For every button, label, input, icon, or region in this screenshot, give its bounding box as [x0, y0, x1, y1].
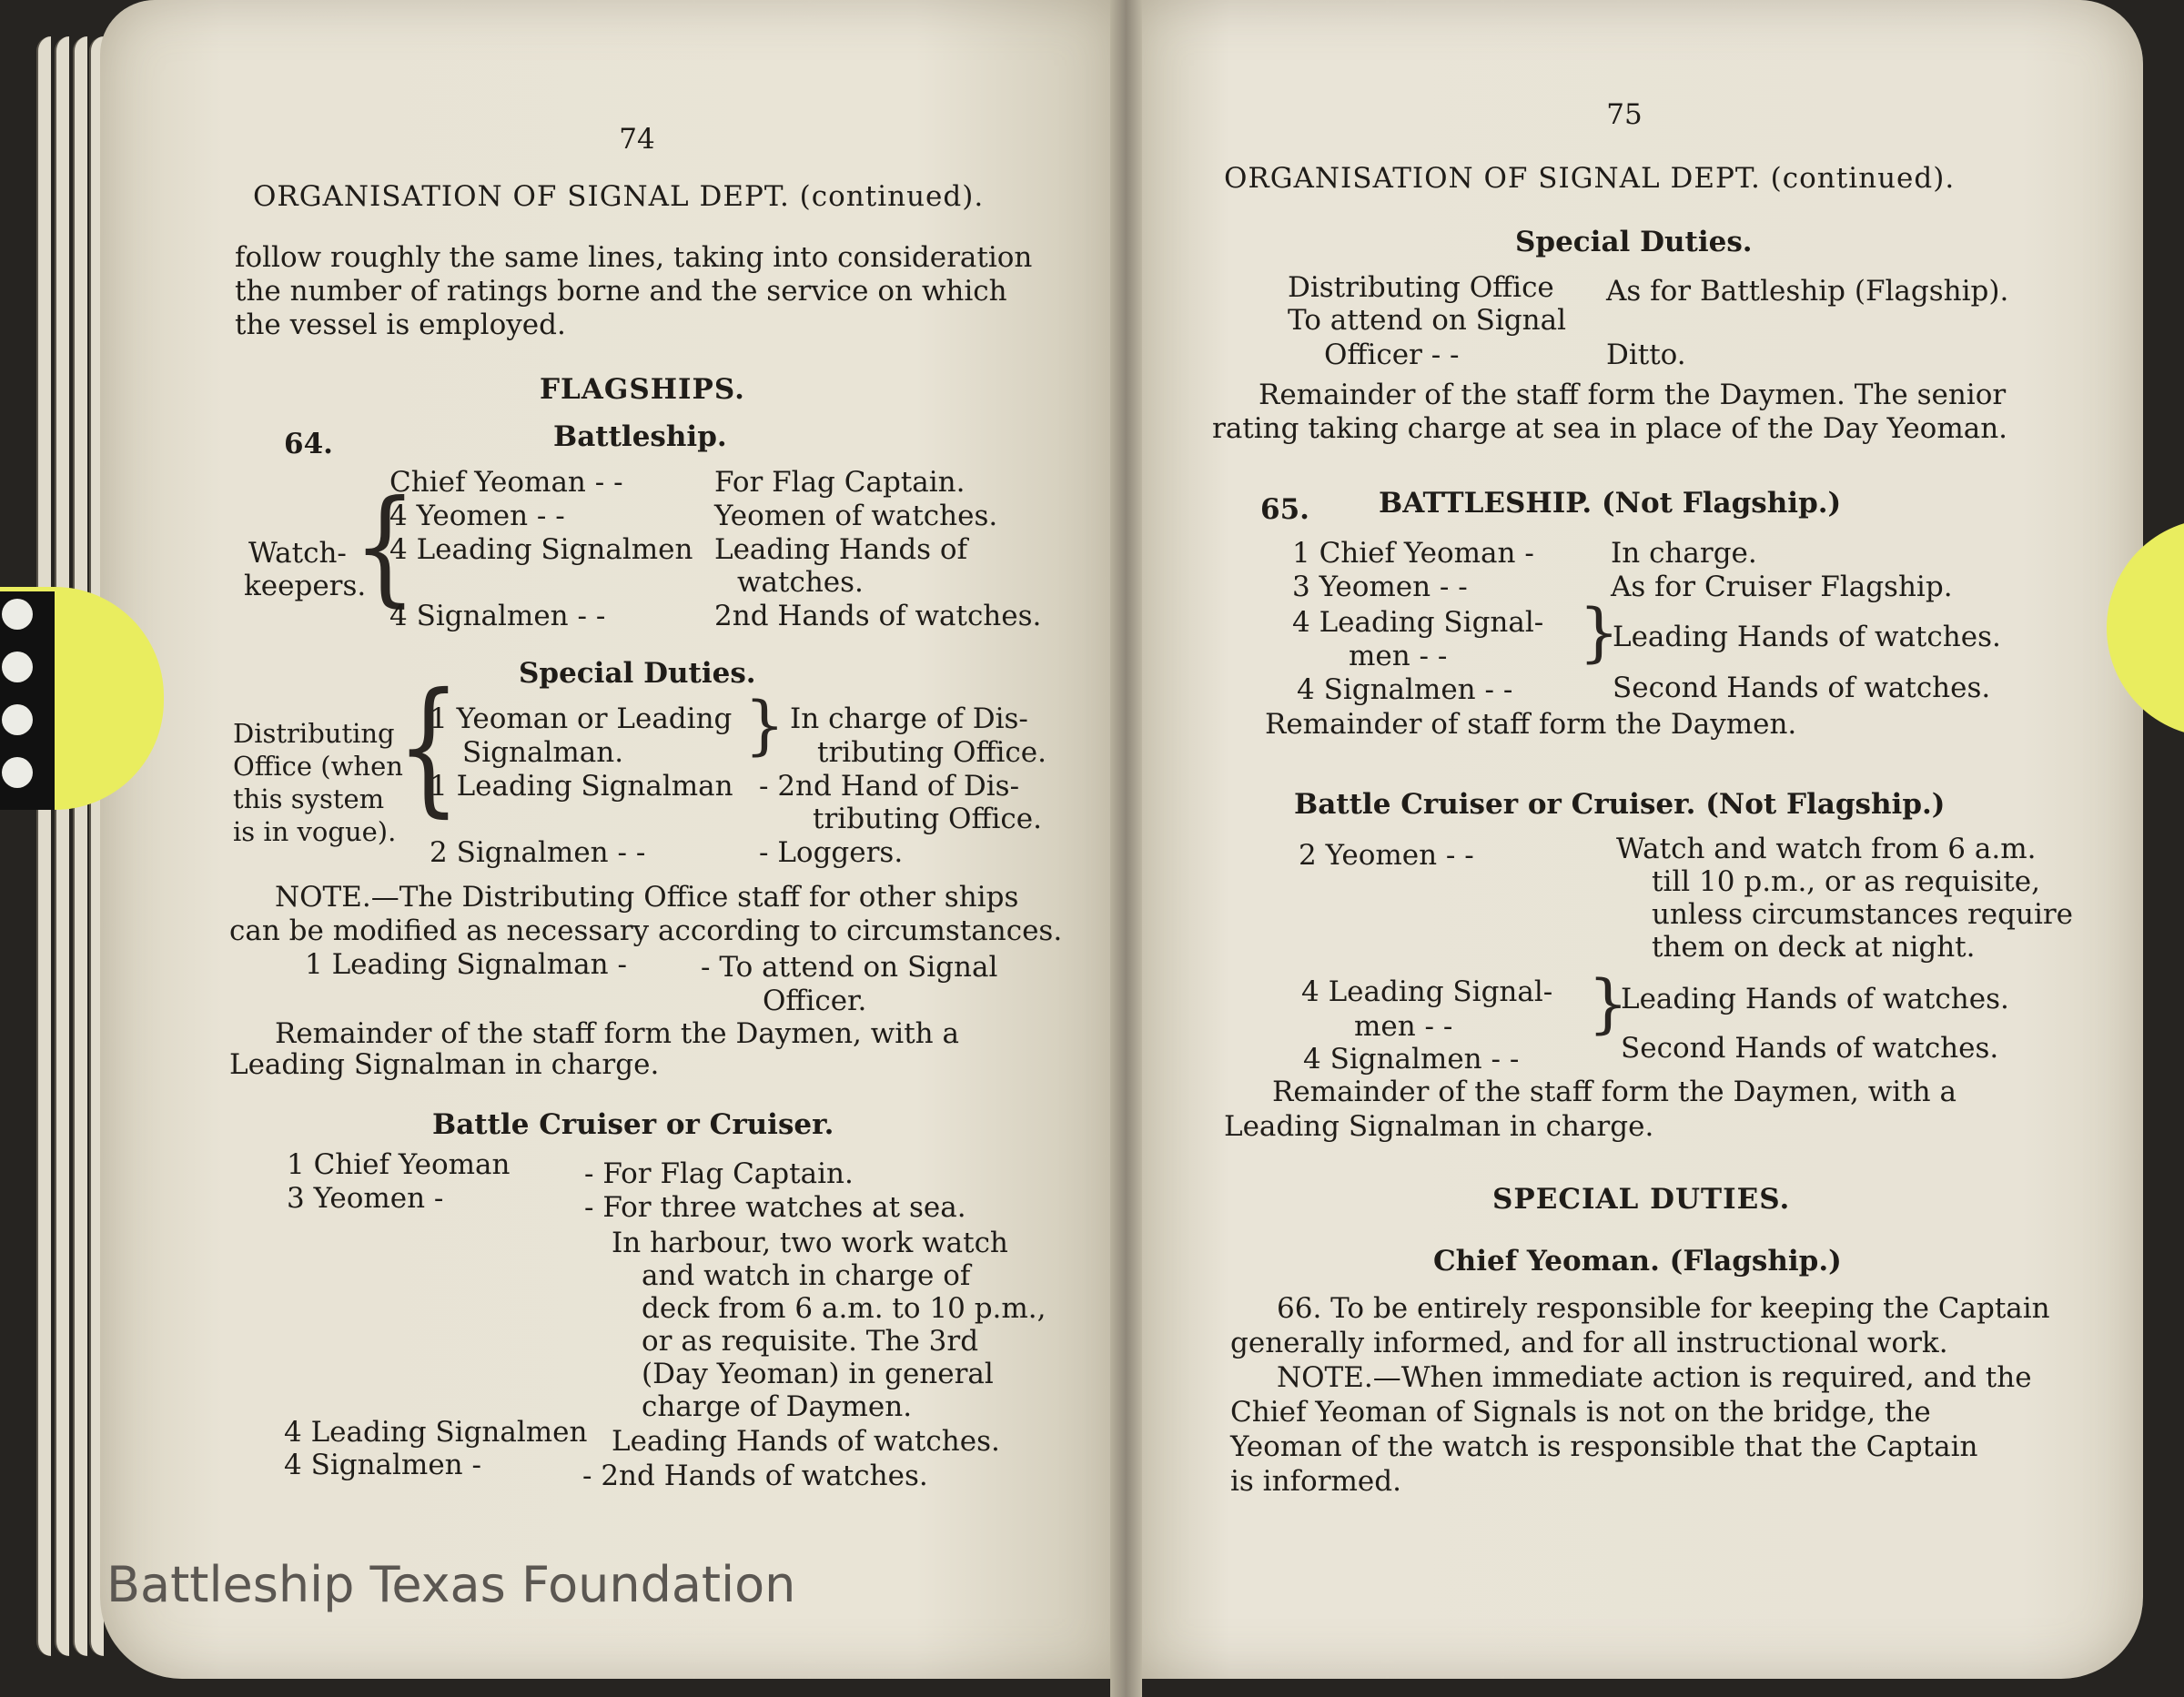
roster-right: - For Flag Captain. [584, 1157, 854, 1190]
dot-icon [2, 599, 33, 630]
note-line: NOTE.—When immediate action is required, and the [1277, 1361, 2032, 1394]
book-gutter [1110, 0, 1142, 1697]
duty-right: Ditto. [1606, 338, 1686, 371]
page-edge [36, 36, 51, 1656]
roster-left: 2 Yeomen - - [1299, 839, 1474, 872]
duty-left: Distributing Office [1288, 271, 1554, 304]
roster-right: unless circumstances require [1652, 898, 2074, 931]
harbour-line: (Day Yeoman) in general [642, 1358, 994, 1390]
intro-line: the number of ratings borne and the service on which [235, 275, 1007, 308]
roster-left: 4 Signalmen - - [1297, 673, 1513, 706]
duty-left: 1 Yeoman or Leading [430, 702, 733, 735]
harbour-line: and watch in charge of [642, 1259, 971, 1292]
roster-right: - For three watches at sea. [584, 1191, 966, 1224]
roster-right: Second Hands of watches. [1613, 672, 1991, 704]
remainder-line: Leading Signalman in charge. [229, 1048, 660, 1081]
dot-icon [2, 757, 33, 788]
right-brace: } [1579, 595, 1620, 670]
attend-left: 1 Leading Signalman - [305, 948, 627, 981]
roster-left: 4 Leading Signal- [1301, 975, 1553, 1008]
right-brace: } [744, 688, 785, 763]
subsection-title: Battle Cruiser or Cruiser. (Not Flagship.) [1294, 788, 1946, 821]
page-edge [55, 36, 69, 1656]
page-number: 75 [1606, 98, 1643, 131]
page-heading: ORGANISATION OF SIGNAL DEPT. (continued). [1224, 162, 1956, 195]
distributing-label: Office (when [233, 751, 403, 782]
note-line: NOTE.—The Distributing Office staff for other ships [275, 881, 1019, 914]
left-brace: { [397, 662, 460, 831]
roster-left: Chief Yeoman - - [389, 466, 623, 499]
left-brace: { [353, 473, 417, 619]
intro-line: follow roughly the same lines, taking into consideration [235, 241, 1033, 274]
remainder-line: rating taking charge at sea in place of the Day Yeoman. [1212, 412, 2008, 445]
distributing-label: Distributing [233, 718, 395, 749]
duty-right: - Loggers. [759, 836, 904, 869]
page-edge [73, 36, 87, 1656]
duty-left: 2 Signalmen - - [430, 836, 646, 869]
note-line: Chief Yeoman of Signals is not on the bridge, the [1230, 1396, 1931, 1429]
intro-line: the vessel is employed. [235, 308, 566, 341]
tab-dot-strip [0, 591, 55, 810]
subsection-title: Chief Yeoman. (Flagship.) [1433, 1245, 1842, 1278]
distributing-label: is in vogue). [233, 816, 397, 847]
roster-right: Leading Hands of watches. [1621, 983, 2009, 1015]
duty-right: tributing Office. [813, 803, 1042, 835]
subsection-title: BATTLESHIP. (Not Flagship.) [1379, 487, 1842, 520]
duty-left: To attend on Signal [1288, 304, 1567, 337]
dot-icon [2, 704, 33, 735]
right-brace: } [1588, 966, 1629, 1041]
roster-left: men - - [1349, 640, 1448, 672]
note-line: Yeoman of the watch is responsible that the Captain [1230, 1430, 1978, 1463]
page-number: 74 [619, 123, 655, 156]
roster-left: 4 Yeomen - - [389, 500, 565, 532]
roster-right: 2nd Hands of watches. [714, 600, 1042, 632]
roster-left: 3 Yeomen - - [1292, 571, 1468, 603]
roster-left: 4 Signalmen - - [1303, 1043, 1520, 1076]
remainder-line: Remainder of staff form the Daymen. [1265, 708, 1797, 741]
roster-right: Leading Hands of watches. [1613, 621, 2001, 653]
subsection-title: Battle Cruiser or Cruiser. [432, 1108, 834, 1141]
harbour-line: In harbour, two work watch [612, 1227, 1008, 1259]
roster-right: - 2nd Hands of watches. [582, 1460, 928, 1492]
roster-left: 1 Chief Yeoman - [1292, 537, 1534, 570]
paragraph-number: 64. [284, 428, 333, 460]
dot-icon [2, 652, 33, 682]
roster-right: As for Cruiser Flagship. [1611, 571, 1953, 603]
roster-left: 3 Yeomen - [287, 1182, 444, 1215]
attend-right: - To attend on Signal [701, 951, 998, 984]
watchkeepers-label: Watch- [248, 537, 347, 570]
section-title: SPECIAL DUTIES. [1492, 1183, 1791, 1216]
roster-right: For Flag Captain. [714, 466, 966, 499]
roster-right: Watch and watch from 6 a.m. [1616, 833, 2037, 865]
harbour-line: deck from 6 a.m. to 10 p.m., [642, 1292, 1046, 1325]
paragraph-line: generally informed, and for all instructional work. [1230, 1327, 1948, 1359]
roster-right: Leading Hands of [714, 533, 968, 566]
roster-left: 4 Signalmen - [284, 1449, 481, 1481]
roster-right: In charge. [1611, 537, 1757, 570]
duty-left: Officer - - [1324, 338, 1460, 371]
duty-right: In charge of Dis- [790, 702, 1028, 735]
paragraph-line: 66. To be entirely responsible for keeping the Captain [1277, 1292, 2050, 1325]
remainder-line: Remainder of the staff form the Daymen. The senior [1259, 379, 2007, 411]
distributing-label: this system [233, 783, 385, 814]
watermark-text: Battleship Texas Foundation [106, 1556, 796, 1613]
subsection-title: Battleship. [553, 420, 727, 453]
roster-left: 1 Chief Yeoman [287, 1148, 511, 1181]
subsection-title: Special Duties. [1515, 226, 1753, 258]
roster-right: till 10 p.m., or as requisite, [1652, 865, 2040, 898]
remainder-line: Remainder of the staff form the Daymen, with a [1272, 1076, 1956, 1108]
roster-left: 4 Leading Signalmen [284, 1416, 588, 1449]
section-title: FLAGSHIPS. [540, 373, 745, 406]
page-heading: ORGANISATION OF SIGNAL DEPT. (continued). [253, 180, 985, 213]
harbour-line: charge of Daymen. [642, 1390, 913, 1423]
note-line: is informed. [1230, 1465, 1401, 1498]
attend-right: Officer. [763, 985, 867, 1017]
watchkeepers-label: keepers. [244, 570, 367, 602]
remainder-line: Leading Signalman in charge. [1224, 1110, 1654, 1143]
harbour-line: or as requisite. The 3rd [642, 1325, 979, 1358]
duty-right: As for Battleship (Flagship). [1606, 275, 2009, 308]
roster-right: watches. [737, 566, 864, 599]
paragraph-number: 65. [1260, 493, 1309, 526]
roster-right: them on deck at night. [1652, 931, 1976, 964]
duty-right: - 2nd Hand of Dis- [759, 770, 1020, 803]
roster-left: 4 Signalmen - - [389, 600, 606, 632]
roster-left: 4 Leading Signalmen [389, 533, 693, 566]
roster-right: Yeomen of watches. [714, 500, 998, 532]
duty-left: 1 Leading Signalman [430, 770, 733, 803]
roster-left: 4 Leading Signal- [1292, 606, 1544, 639]
duty-left: Signalman. [462, 736, 624, 769]
roster-right: Second Hands of watches. [1621, 1032, 1999, 1065]
roster-right: Leading Hands of watches. [612, 1425, 1000, 1458]
note-line: can be modified as necessary according to circumstances. [229, 914, 1063, 947]
subsection-title: Special Duties. [519, 657, 756, 690]
remainder-line: Remainder of the staff form the Daymen, with a [275, 1017, 959, 1050]
duty-right: tributing Office. [817, 736, 1046, 769]
roster-left: men - - [1354, 1010, 1453, 1043]
